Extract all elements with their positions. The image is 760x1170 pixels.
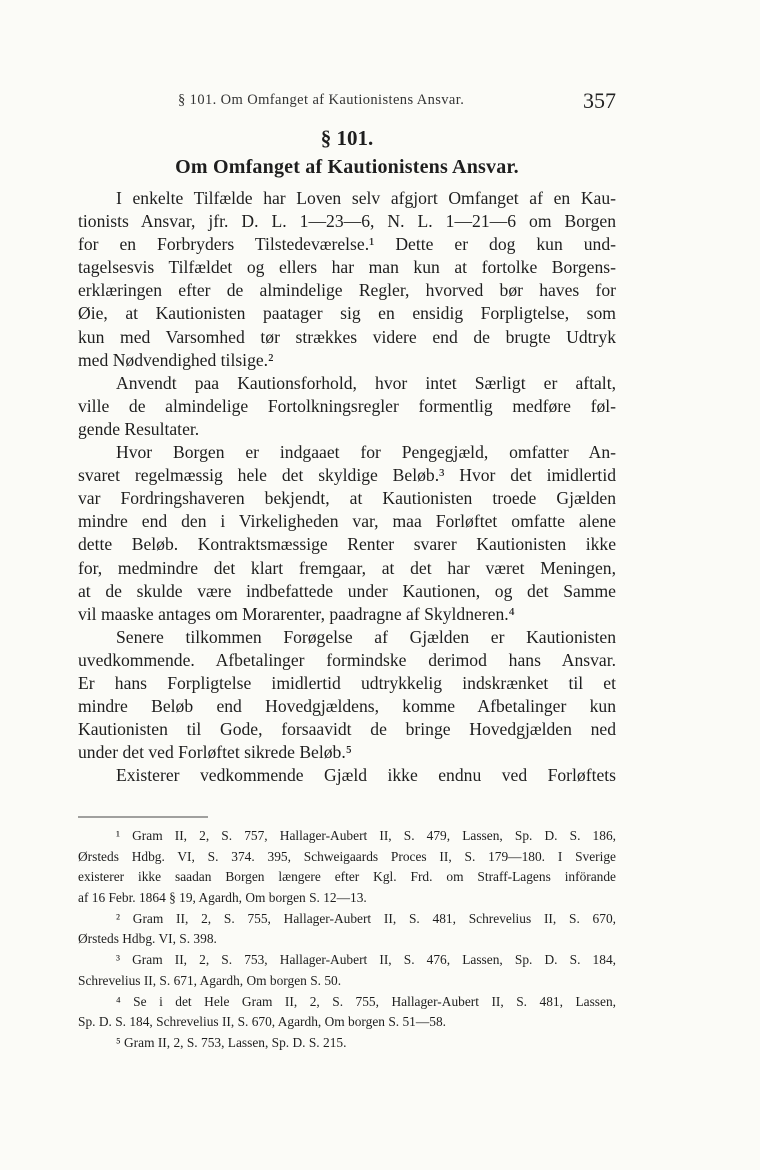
body-line: Øie, at Kautionisten paatager sig en ensidig Forpligtelse, som bbox=[78, 303, 616, 324]
body-line: erklæringen efter de almindelige Regler, hvorved bør haves for bbox=[78, 280, 616, 301]
section-title: Om Omfanget af Kautionistens Ansvar. bbox=[175, 156, 519, 178]
body-line: Senere tilkommen Forøgelse af Gjælden er Kautionisten bbox=[116, 626, 616, 647]
footnote-line: Ørsteds Hdbg. VI, S. 398. bbox=[78, 931, 217, 947]
body-line: mindre end den i Virkeligheden var, maa Forløftet omfatte alene bbox=[78, 511, 616, 532]
body-line: mindre Beløb end Hovedgjældens, komme Afbetalinger kun bbox=[78, 696, 616, 717]
body-line: med Nødvendighed tilsige.² bbox=[78, 349, 274, 370]
body-line: Er hans Forpligtelse imidlertid udtrykkelig indskrænket til et bbox=[78, 672, 616, 693]
footnotes bbox=[78, 826, 616, 1054]
footnote-separator bbox=[78, 816, 208, 818]
footnote-line: ³ Gram II, 2, S. 753, Hallager-Aubert II, S. 476, Lassen, Sp. D. S. 184, bbox=[116, 952, 616, 968]
body-line: Hvor Borgen er indgaaet for Pengegjæld, omfatter An- bbox=[116, 442, 616, 463]
body-line: at de skulde være indbefattede under Kautionen, og det Samme bbox=[78, 580, 616, 601]
footnote-line: af 16 Febr. 1864 § 19, Agardh, Om borgen S. 12—13. bbox=[78, 890, 367, 906]
body-line: Anvendt paa Kautionsforhold, hvor intet Særligt er aftalt, bbox=[116, 372, 616, 393]
body-line: dette Beløb. Kontraktsmæssige Renter svarer Kautionisten ikke bbox=[78, 534, 616, 555]
footnote-line: ⁵ Gram II, 2, S. 753, Lassen, Sp. D. S. 215. bbox=[116, 1034, 347, 1050]
body-line: under det ved Forløftet sikrede Beløb.⁵ bbox=[78, 742, 352, 763]
footnote-line: Sp. D. S. 184, Schrevelius II, S. 670, Agardh, Om borgen S. 51—58. bbox=[78, 1014, 446, 1030]
body-text bbox=[78, 187, 616, 787]
footnote-line: ⁴ Se i det Hele Gram II, 2, S. 755, Hallager-Aubert II, S. 481, Lassen, bbox=[116, 993, 616, 1009]
body-line: vil maaske antages om Morarenter, paadragne af Skyldneren.⁴ bbox=[78, 603, 515, 624]
running-title: § 101. Om Omfanget af Kautionistens Ansvar. bbox=[178, 92, 465, 108]
footnote-line: Ørsteds Hdbg. VI, S. 374. 395, Schweigaards Proces II, S. 179—180. I Sverige bbox=[78, 848, 616, 864]
body-line: Existerer vedkommende Gjæld ikke endnu ved Forløftets bbox=[116, 765, 616, 786]
body-line: I enkelte Tilfælde har Loven selv afgjort Omfanget af en Kau- bbox=[116, 188, 616, 208]
body-line: var Fordringshaveren bekjendt, at Kautionisten troede Gjælden bbox=[78, 488, 616, 509]
footnote-line: ² Gram II, 2, S. 755, Hallager-Aubert II, S. 481, Schrevelius II, S. 670, bbox=[116, 910, 616, 926]
page-number: 357 bbox=[583, 88, 616, 113]
running-header bbox=[78, 88, 616, 118]
body-line: ville de almindelige Fortolkningsregler formentlig medføre føl- bbox=[78, 395, 616, 416]
body-line: tagelsesvis Tilfældet og ellers har man kun at fortolke Borgens- bbox=[78, 257, 616, 278]
footnote-line: Schrevelius II, S. 671, Agardh, Om borgen S. 50. bbox=[78, 972, 342, 988]
footnote-line: existerer ikke saadan Borgen længere efter Kgl. Frd. om Straff-Lagens införande bbox=[78, 869, 616, 885]
body-line: for, medmindre det klart fremgaar, at det har været Meningen, bbox=[78, 557, 616, 578]
section-number: § 101. bbox=[320, 126, 374, 150]
body-line: uvedkommende. Afbetalinger formindske derimod hans Ansvar. bbox=[78, 649, 616, 670]
body-line: tionists Ansvar, jfr. D. L. 1—23—6, N. L. 1—21—6 om Borgen bbox=[78, 211, 616, 232]
body-line: Kautionisten til Gode, forsaavidt de bringe Hovedgjælden ned bbox=[78, 719, 616, 740]
body-line: for en Forbryders Tilstedeværelse.¹ Dette er dog kun und- bbox=[78, 234, 616, 255]
body-line: gende Resultater. bbox=[78, 418, 200, 439]
footnote-line: ¹ Gram II, 2, S. 757, Hallager-Aubert II, S. 479, Lassen, Sp. D. S. 186, bbox=[116, 828, 616, 843]
body-line: kun med Varsomhed tør strækkes videre end de brugte Udtryk bbox=[78, 326, 616, 347]
body-line: svaret regelmæssig hele det skyldige Beløb.³ Hvor det imidlertid bbox=[78, 465, 616, 486]
